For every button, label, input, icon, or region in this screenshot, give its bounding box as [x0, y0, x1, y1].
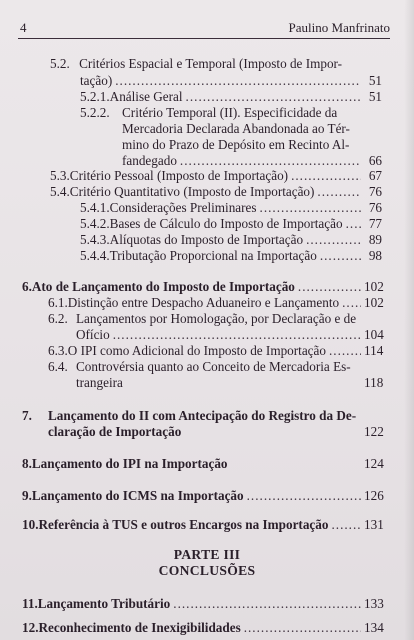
page-number: 4	[20, 20, 27, 35]
toc-entry-6-2-cont	[76, 327, 382, 343]
part-label: PARTE III	[173, 547, 241, 562]
toc-number: 5.4.3.	[80, 232, 110, 247]
toc-number: 8.	[22, 456, 32, 471]
toc-title: Critério Temporal (II). Especificidade da	[122, 105, 338, 120]
toc-title: Bases de Cálculo do Imposto de Importação	[109, 216, 343, 231]
toc-leader	[291, 168, 361, 184]
toc-leader	[317, 184, 361, 200]
toc-number: 5.3.	[50, 168, 70, 183]
toc-title: Lançamento Tributário	[37, 596, 171, 611]
toc-title: tação)	[80, 73, 113, 88]
toc-leader	[342, 295, 361, 311]
toc-entry-5-4-2	[80, 216, 382, 232]
toc-entry-5-2-2-line2: Mercadoria Declarada Abandonada ao Tér-	[122, 121, 350, 136]
toc-title: Lançamento do II com Antecipação do Registro da De-	[48, 408, 357, 423]
toc-title: Controvérsia quanto ao Conceito de Mercadoria Es-	[76, 359, 351, 374]
toc-page: 124	[364, 456, 384, 471]
toc-entry-6-4-cont	[76, 375, 382, 391]
toc-number: 6.	[22, 279, 32, 294]
toc-title: Distinção entre Despacho Aduaneiro e Lançamento	[67, 295, 340, 310]
toc-leader	[180, 153, 361, 169]
toc-leader	[320, 248, 361, 264]
toc-title: Reconhecimento de Inexigibilidades	[38, 620, 241, 635]
toc-entry-5-2	[50, 56, 342, 72]
toc-page: 104	[364, 327, 384, 342]
toc-page: 114	[364, 343, 384, 358]
toc-title: claração de Importação	[48, 424, 182, 439]
toc-page: 76	[368, 200, 382, 215]
toc-number: 9.	[22, 488, 32, 503]
toc-entry-12	[22, 620, 382, 636]
toc-number: 5.4.	[50, 184, 70, 199]
toc-entry-5-2-1	[80, 89, 382, 105]
toc-entry-6-1	[48, 295, 382, 311]
toc-title: Critérios Espacial e Temporal (Imposto de Impor-	[79, 56, 343, 71]
part-title: CONCLUSÕES	[158, 563, 256, 578]
toc-leader	[173, 596, 361, 612]
toc-entry-11	[22, 596, 382, 612]
toc-entry-6-3	[48, 343, 382, 359]
toc-entry-6	[22, 279, 382, 295]
toc-entry-5-3	[50, 168, 382, 184]
toc-title: Lançamento do ICMS na Importação	[31, 488, 244, 503]
toc-page: 98	[368, 248, 382, 263]
toc-leader	[126, 375, 361, 391]
toc-number: 5.4.4.	[80, 248, 110, 263]
toc-title: trangeira	[76, 375, 123, 390]
toc-leader	[329, 343, 361, 359]
toc-number: 5.4.2.	[80, 216, 110, 231]
toc-page: 102	[364, 295, 384, 310]
toc-title: Tributação Proporcional na Importação	[109, 248, 317, 263]
toc-leader	[260, 200, 361, 216]
toc-entry-6-4	[48, 359, 351, 375]
toc-title: Critério Pessoal (Imposto de Importação)	[69, 168, 289, 183]
toc-leader	[346, 216, 361, 232]
toc-entry-10	[22, 517, 382, 533]
toc-leader	[331, 517, 361, 533]
toc-page: 118	[364, 375, 384, 390]
toc-entry-5-2-2-line3: mino do Prazo de Depósito em Recinto Al-	[122, 137, 350, 152]
toc-entry-7-cont	[48, 424, 382, 440]
toc-page: 134	[364, 620, 384, 635]
toc-title: Lançamento do IPI na Importação	[31, 456, 228, 471]
toc-page: 122	[364, 424, 384, 439]
page-header	[18, 20, 390, 39]
toc-leader	[298, 279, 361, 295]
toc-title: Ofício	[76, 327, 110, 342]
toc-leader	[231, 456, 361, 472]
toc-page: 102	[364, 279, 384, 294]
toc-leader	[247, 488, 361, 504]
toc-page: 51	[368, 89, 382, 104]
toc-page: 89	[368, 232, 382, 247]
toc-title: Lançamentos por Homologação, por Declaração e de	[76, 311, 357, 326]
toc-entry-5-2-cont	[80, 73, 382, 89]
toc-number: 5.4.1.	[80, 200, 110, 215]
toc-title: Critério Quantitativo (Imposto de Importação)	[69, 184, 315, 199]
toc-number: 11.	[22, 596, 38, 611]
toc-number: 10.	[22, 517, 39, 532]
toc-entry-7	[22, 408, 356, 424]
toc-entry-6-2	[48, 311, 356, 327]
toc-number: 5.2.1.	[80, 89, 110, 104]
toc-leader	[186, 89, 361, 105]
toc-title: Considerações Preliminares	[109, 200, 257, 215]
toc-entry-8	[22, 456, 382, 472]
toc-entry-5-2-2-line4	[122, 153, 382, 169]
toc-number: 6.1.	[48, 295, 68, 310]
toc-page: 76	[368, 184, 382, 199]
toc-page: 131	[364, 517, 384, 532]
toc-number: 6.4.	[48, 359, 68, 374]
toc-number: 7.	[22, 408, 32, 423]
toc-leader	[306, 232, 361, 248]
toc-page: 77	[368, 216, 382, 231]
toc-leader	[115, 73, 361, 89]
toc-entry-9	[22, 488, 382, 504]
running-head-author: Paulino Manfrinato	[288, 20, 390, 35]
toc-leader	[113, 327, 361, 343]
toc-title: O IPI como Adicional do Imposto de Importação	[67, 343, 326, 358]
toc-title: Alíquotas do Imposto de Importação	[109, 232, 304, 247]
toc-title: fandegado	[122, 153, 177, 168]
toc-number: 5.2.2.	[80, 105, 110, 120]
toc-number: 6.2.	[48, 311, 68, 326]
toc-title: Análise Geral	[109, 89, 183, 104]
toc-page: 67	[368, 168, 382, 183]
toc-leader	[184, 424, 361, 440]
toc-title: Referência à TUS e outros Encargos na Importação	[38, 517, 329, 532]
toc-number: 12.	[22, 620, 39, 635]
toc-entry-5-2-2	[80, 105, 337, 121]
toc-leader	[244, 620, 361, 636]
toc-entry-5-4-3	[80, 232, 382, 248]
toc-entry-5-4-1	[80, 200, 382, 216]
toc-page: 133	[364, 596, 384, 611]
toc-number: 6.3.	[48, 343, 68, 358]
toc-number: 5.2.	[50, 56, 70, 71]
toc-entry-5-4-4	[80, 248, 382, 264]
toc-page: 126	[364, 488, 384, 503]
toc-entry-5-4	[50, 184, 382, 200]
toc-title: Ato de Lançamento do Imposto de Importação	[31, 279, 295, 294]
toc-page: 66	[368, 153, 382, 168]
toc-page: 51	[368, 73, 382, 88]
